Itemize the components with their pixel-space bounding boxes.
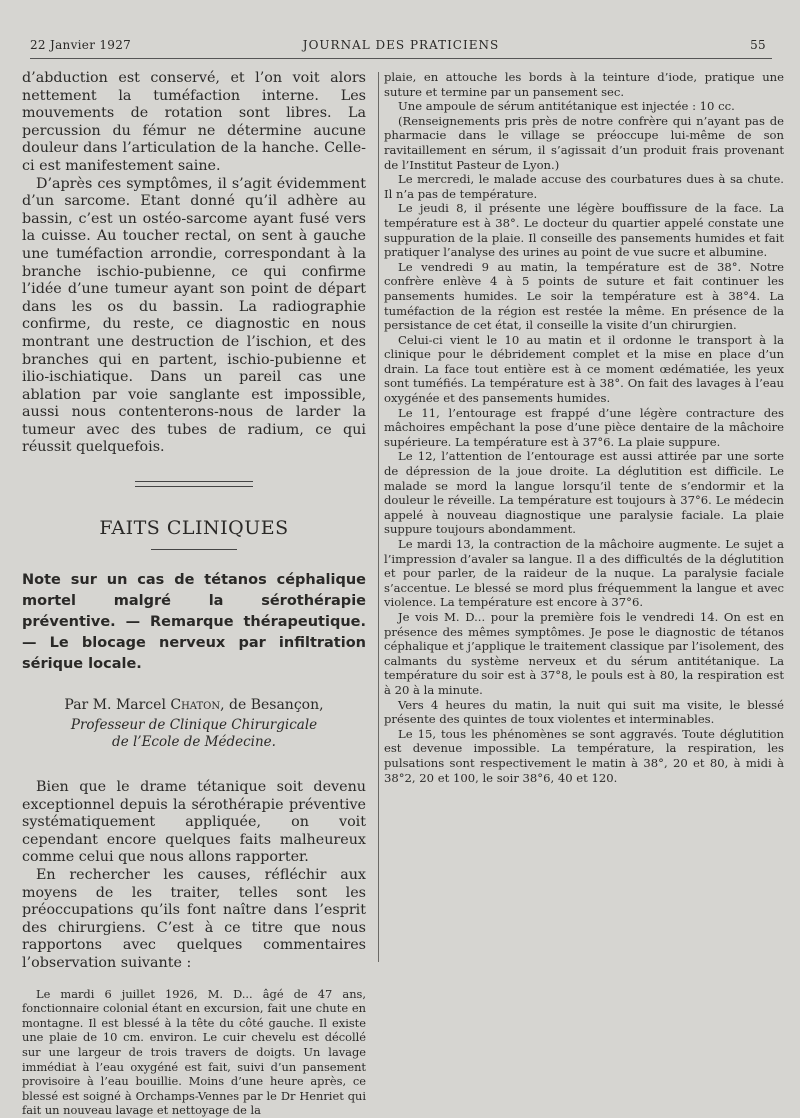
author-byline — [22, 697, 366, 713]
paragraph: Le mardi 6 juillet 1926, M. D... âgé de 47 ans, fonctionnaire colonial étant en excursion, fait une chute en montagne. Il est blessé à la tête du côté gauche. Il existe une plaie de 10 cm. environ. Le cuir chevelu est décollé sur une largeur de trois travers de doigts. Un lavage immédiat à l’eau oxygéné est fait, suivi d’un pansement provisoire à l’eau bouillie. Moins d’une heure après, ce blessé est soigné à Orchamps-Vennes par le Dr Henriet qui fait un nouveau lavage et nettoyage de la — [22, 986, 366, 1118]
left-body — [22, 70, 366, 457]
running-header — [30, 36, 772, 59]
paragraph: Le mardi 13, la contraction de la mâchoire augmente. Le sujet a l’impression d’avaler sa langue. Il a des difficultés de la déglutition et pour parler, de la raideur de la nuque. La paralysie faciale s’accentue. Le blessé se mord plus fréquemment la langue et avec violence. La température est encore à 37°6. — [384, 537, 784, 610]
paragraph: Le jeudi 8, il présente une légère bouffissure de la face. La température est à 38°. Le docteur du quartier appelé constate une suppuration de la plaie. Il conseille des pansements humides et fait pratiquer l’analyse des urines au point de vue sucre et albumine. — [384, 201, 784, 260]
right-body — [384, 70, 784, 785]
paragraph: Celui-ci vient le 10 au matin et il ordonne le transport à la clinique pour le débridement complet et la mise en place d’un drain. La face tout entière est à ce moment œdématiée, les yeux sont tuméfiés. La température est à 38°. On fait des lavages à l’eau oxygénée et des pansements humides. — [384, 332, 784, 406]
section-title: FAITS CLINIQUES — [99, 517, 289, 540]
byline-prefix: Par M. Marcel — [64, 697, 171, 714]
affiliation-line: de l’Ecole de Médecine. — [112, 734, 276, 751]
right-column — [384, 70, 784, 785]
double-rule-divider — [135, 481, 253, 487]
author-name: Chaton — [170, 697, 221, 714]
paragraph: Bien que le drame tétanique soit devenu exceptionnel depuis la sérothérapie préventive systématiquement appliquée, on voit cependant encore quelques faits malheureux comme celui que nous allons rapporter. — [22, 779, 366, 866]
observation-body — [22, 987, 366, 1118]
short-rule-divider — [151, 549, 237, 550]
affiliation-line: Professeur de Clinique Chirurgicale — [70, 717, 318, 734]
header-page-number: 55 — [750, 38, 766, 52]
paragraph: Je vois M. D... pour la première fois le vendredi 14. On est en présence des mêmes symptômes. Je pose le diagnostic de tétanos céphalique et j’applique le traitement classique par l’isolement, des calmants du système nerveux et du sérum antitétanique. La température du soir est à 37°8, le pouls est à 80, la respiration est à 20 à la minute. — [384, 609, 784, 697]
article-title: Note sur un cas de tétanos céphalique mortel malgré la sérothérapie préventive. — Remarque thérapeutique. — Le blocage nerveux par infiltration sérique locale. — [22, 572, 366, 673]
paragraph: Le mercredi, le malade accuse des courbatures dues à sa chute. Il n’a pas de température. — [384, 172, 784, 201]
intro-body — [22, 779, 366, 973]
paragraph: plaie, en attouche les bords à la teinture d’iode, pratique une suture et termine par un pansement sec. — [384, 70, 784, 99]
paragraph: Le vendredi 9 au matin, la température est de 38°. Notre confrère enlève 4 à 5 points de suture et fait continuer les pansements humides. Le soir la température est à 38°4. La tuméfaction de la région est restée la même. En présence de la persistance de cet état, il conseille la visite d’un chirurgien. — [384, 259, 784, 333]
header-journal-title: JOURNAL DES PRATICIENS — [302, 38, 500, 52]
paragraph: D’après ces symptômes, il s’agit évidemment d’un sarcome. Etant donné qu’il adhère au bassin, c’est un ostéo-sarcome ayant fusé vers la cuisse. Au toucher rectal, on sent à gauche une tuméfaction arrondie, correspondant à la branche ischio-pubienne, ce qui confirme l’idée d’une tumeur ayant son point de départ dans les os du bassin. La radiographie confirme, du reste, ce diagnostic en nous montrant une destruction de l’ischion, et des branches qui en partent, ischio-pubienne et ilio-ischiatique. Dans un pareil cas une ablation par voie sanglante est impossible, aussi nous contenterons-nous de larder la tumeur avec des tubes de radium, ce qui réussit quelquefois. — [22, 175, 366, 456]
paragraph: d’abduction est conservé, et l’on voit alors nettement la tuméfaction interne. Les mouvements de rotation sont libres. La percussion du fémur ne détermine aucune douleur dans l’articulation de la hanche. Celle-ci est manifestement saine. — [22, 70, 366, 174]
left-column — [22, 70, 366, 1118]
paragraph: Une ampoule de sérum antitétanique est injectée : 10 cc. — [398, 99, 735, 114]
paragraph: Vers 4 heures du matin, la nuit qui suit ma visite, le blessé présente des quintes de toux violentes et interminables. — [384, 697, 784, 727]
column-divider — [378, 72, 379, 962]
byline-suffix: , de Besançon, — [220, 697, 324, 714]
paragraph: Le 12, l’attention de l’entourage est aussi attirée par une sorte de dépression de la joue droite. La déglutition est difficile. Le malade se mord la langue lorsqu’il tente de s’endormir et la douleur le réveille. La température est toujours à 37°6. Le médecin appelé à nouveau diagnostique une paralysie faciale. La plaie suppure toujours abondamment. — [384, 449, 784, 537]
author-affiliation — [22, 717, 366, 751]
paragraph: En rechercher les causes, réfléchir aux moyens de les traiter, telles sont les préoccupations qu’ils font naître dans l’esprit des chirurgiens. C’est à ce titre que nous rapportons avec quelques commentaires l’observation suivante : — [22, 867, 366, 971]
paragraph: (Renseignements pris près de notre confrère qui n’ayant pas de pharmacie dans le village se préoccupe lui-même de son ravitaillement en sérum, il s’agissait d’un produit frais provenant de l’Institut Pasteur de Lyon.) — [384, 113, 784, 172]
paragraph: Le 15, tous les phénomènes se sont aggravés. Toute déglutition est devenue impossible. La température, la respiration, les pulsations sont respectivement le matin à 38°, 20 et 80, à midi à 38°2, 20 et 100, le soir 38°6, 40 et 120. — [384, 726, 784, 785]
header-date: 22 Janvier 1927 — [30, 38, 132, 52]
paragraph: Le 11, l’entourage est frappé d’une légère contracture des mâchoires empêchant la pose d’une pièce dentaire de la mâchoire supérieure. La température est à 37°6. La plaie suppure. — [384, 405, 784, 449]
